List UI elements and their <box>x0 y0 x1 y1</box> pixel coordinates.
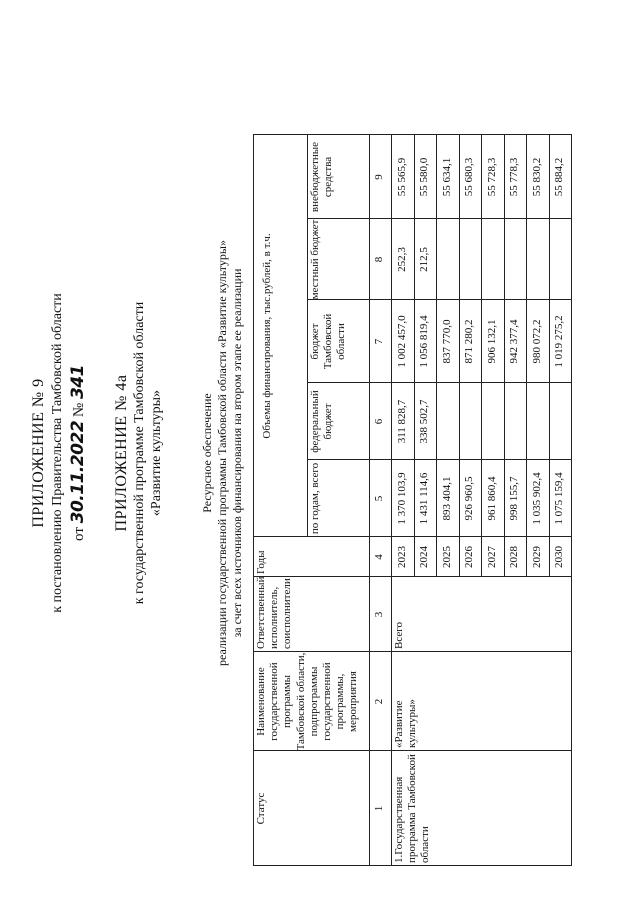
handwritten-date: 30.11.2022 <box>68 420 88 524</box>
value-cell-local <box>436 219 459 300</box>
value-cell-total: 1 431 114,6 <box>418 472 431 525</box>
value-cell-extra: 55 680,3 <box>463 157 476 197</box>
column-number: 8 <box>373 256 386 263</box>
value-cell-extra: 55 728,3 <box>485 157 498 197</box>
value-cell-extra: 55 830,2 <box>530 157 543 197</box>
value-cell-total: 926 960,5 <box>463 476 476 521</box>
header-federal: федеральный бюджет <box>309 390 335 453</box>
value-cell-extra: 55 565,9 <box>395 157 408 197</box>
year-cell: 2028 <box>508 546 521 568</box>
column-number: 6 <box>373 418 386 425</box>
value-cell-total: 1 075 159,4 <box>553 472 566 525</box>
value-cell-local <box>526 219 549 300</box>
value-cell-local <box>549 219 572 300</box>
column-number: 3 <box>373 611 386 618</box>
column-number: 1 <box>373 805 386 812</box>
value-cell-federal <box>436 383 459 460</box>
column-number: 7 <box>373 338 386 345</box>
header-status: Статус <box>255 792 267 825</box>
value-cell-local: 252,3 <box>395 247 408 272</box>
header-years: Годы <box>255 550 267 574</box>
value-cell-regional: 1 002 457,0 <box>395 315 408 368</box>
value-cell-federal <box>481 383 504 460</box>
header-name: Наименование государственной программы Тамбовской области, подпрограммы государственной программы, мероприятия <box>255 652 360 751</box>
document-subtitle-2: за счет всех источников финансирования на втором этапе ее реализации <box>230 268 244 638</box>
handwritten-number: 341 <box>68 365 88 400</box>
column-number: 5 <box>373 495 386 502</box>
document-title: Ресурсное обеспечение <box>200 393 214 513</box>
value-cell-total: 1 035 902,4 <box>530 472 543 525</box>
header-regional: бюджет Тамбовской области <box>309 313 348 370</box>
value-cell-regional: 871 280,2 <box>463 319 476 364</box>
value-cell-federal <box>526 383 549 460</box>
value-cell-total: 998 155,7 <box>508 476 521 521</box>
program-name: «Развитие культуры» <box>149 389 164 517</box>
header-executor: Ответственный исполнитель, соисполнители <box>255 577 294 649</box>
year-cell: 2027 <box>485 546 498 568</box>
header-local: местный бюджет <box>309 219 321 300</box>
value-cell-regional: 1 019 275,2 <box>553 315 566 368</box>
value-cell-total: 1 370 103,9 <box>395 472 408 525</box>
value-cell-federal <box>504 383 527 460</box>
appendix-9-title: ПРИЛОЖЕНИЕ № 9 <box>30 378 47 528</box>
value-cell-local <box>481 219 504 300</box>
decree-reference: к постановлению Правительства Тамбовской области <box>50 293 65 613</box>
value-cell-regional: 1 056 819,4 <box>418 315 431 368</box>
value-cell-local <box>504 219 527 300</box>
value-cell-extra: 55 580,0 <box>418 157 431 197</box>
year-cell: 2024 <box>418 546 431 568</box>
program-name-cell: «Развитие культуры» <box>393 699 419 748</box>
financing-table <box>12 13 612 893</box>
header-volumes: Объемы финансирования, тыс.рублей, в т.ч. <box>261 233 273 439</box>
value-cell-regional: 906 132,1 <box>485 319 498 364</box>
value-cell-local <box>459 219 482 300</box>
value-cell-extra: 55 884,2 <box>553 157 566 197</box>
from-word: от <box>71 527 87 541</box>
column-number: 9 <box>373 174 386 180</box>
table-rule <box>571 135 572 866</box>
executor-cell: Всего <box>393 622 405 649</box>
value-cell-federal: 338 502,7 <box>418 399 431 444</box>
header-extra: внебюджетные средства <box>309 141 335 213</box>
number-sign: № <box>71 402 87 418</box>
value-cell-federal: 311 828,7 <box>395 399 408 444</box>
value-cell-regional: 942 377,4 <box>508 319 521 364</box>
year-cell: 2026 <box>463 546 476 568</box>
value-cell-federal <box>549 383 572 460</box>
value-cell-regional: 980 072,2 <box>530 319 543 364</box>
appendix-4a-title: ПРИЛОЖЕНИЕ № 4а <box>113 374 130 532</box>
value-cell-total: 893 404,1 <box>440 476 453 521</box>
value-cell-extra: 55 778,3 <box>508 157 521 197</box>
year-cell: 2023 <box>395 546 408 568</box>
value-cell-federal <box>459 383 482 460</box>
value-cell-local: 212,5 <box>418 247 431 272</box>
value-cell-extra: 55 634,1 <box>440 157 453 197</box>
value-cell-regional: 837 770,0 <box>440 319 453 364</box>
year-cell: 2025 <box>440 546 453 568</box>
year-cell: 2029 <box>530 546 543 568</box>
column-number: 4 <box>373 554 386 560</box>
header-total: по годам, всего <box>309 462 321 535</box>
value-cell-total: 961 860,4 <box>485 476 498 521</box>
status-cell: 1.Государственная программа Тамбовской области <box>393 754 432 863</box>
document-subtitle: реализации государственной программы Тамбовской области «Развитие культуры» <box>215 240 229 666</box>
year-cell: 2030 <box>553 546 566 568</box>
column-number: 2 <box>373 698 386 705</box>
rotated-page <box>12 13 612 893</box>
program-reference: к государственной программе Тамбовской области <box>132 301 147 605</box>
